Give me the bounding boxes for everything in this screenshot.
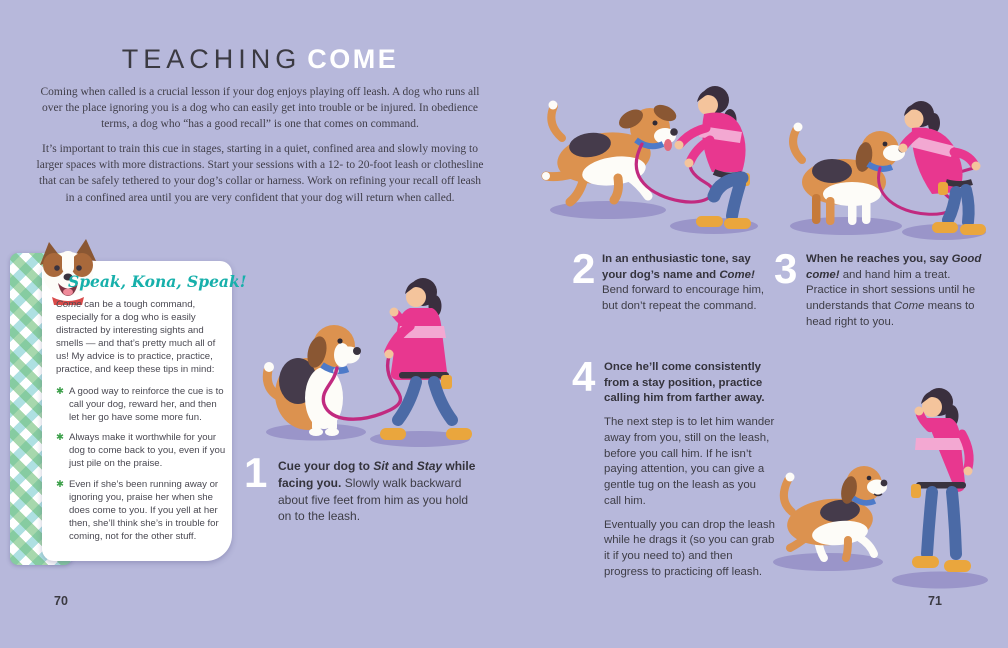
page-number-left: 70 — [54, 594, 68, 608]
step-4-paragraph-3: Eventually you can drop the leash while he drags it (so you can grab it if you need to) and then progress to practicing off leash. — [604, 518, 775, 578]
asterisk-bullet-icon: ✱ — [56, 385, 64, 397]
title-highlight: COME — [307, 44, 399, 74]
tip-box-body — [56, 299, 226, 552]
tip-bullet-3-text: Even if she’s been running away or ignoring you, praise her when she does come to you. If you yell at her then, she’ll think she’s in trouble for coming, not for the other stuff. — [68, 479, 219, 542]
trainer-standing — [380, 278, 472, 440]
tip-box-intro: Come can be a tough command, especially for a dog who is easily distracted by interesting sights and smells — and that’s pretty much all of us! My advice is to practice, practice, practice, and keep these tips in mind: — [56, 299, 216, 375]
beagle-running — [542, 101, 679, 203]
tip-bullet-1 — [56, 386, 226, 425]
step-2-text: In an enthusiastic tone, say your dog’s name and Come! Bend forward to encourage him, but don’t repeat the command. — [602, 253, 765, 313]
asterisk-bullet-icon: ✱ — [56, 432, 64, 444]
tip-bullet-2 — [56, 432, 226, 471]
illustration-step-4 — [756, 330, 1000, 595]
page-title — [40, 44, 480, 75]
step-2-number: 2 — [572, 245, 596, 292]
intro-paragraph-1: Coming when called is a crucial lesson if your dog enjoys playing off leash. A dog who runs all over the place ignoring you is a dog who can easily get into trouble or be injured. In obedience terms, a dog who “has a good recall” is one that comes on command. — [40, 86, 480, 131]
step-1-text: Cue your dog to Sit and Stay while facing you. Slowly walk backward about five feet from him as you hold on to the leash. — [278, 459, 476, 524]
step-4-text — [604, 360, 776, 589]
intro-paragraph-2: It’s important to train this cue in stages, starting in a quiet, confined area and slowly moving to larger spaces with more distractions. Start your sessions with a 12- to 20-foot leash or clothesline that can be safely tethered to your dog’s collar or harness. Work on refining your recall off leash in a confined area until you are very confident that your dog will return when called. — [36, 143, 484, 204]
illustration-step-3 — [768, 24, 992, 244]
title-regular: TEACHING — [121, 44, 302, 74]
page-number-right: 71 — [928, 594, 942, 608]
trainer-calling — [911, 388, 973, 572]
corgi-head-icon — [28, 237, 108, 305]
tip-bullet-list — [56, 386, 226, 544]
step-4-lead: Once he’ll come consistently from a stay position, practice calling him from farther away. — [604, 361, 765, 405]
beagle-standing — [793, 123, 906, 226]
beagle-trotting — [784, 466, 888, 558]
step-3-number: 3 — [774, 245, 798, 292]
tip-box-title: Speak, Kona, Speak! — [68, 272, 247, 291]
step-1-number: 1 — [244, 449, 268, 496]
step-4-paragraph-2: The next step is to let him wander away from you, still on the leash, before you call him. If he isn’t paying attention, you can give a gentle tug on the leash as you call him. — [604, 416, 775, 507]
step-4-number: 4 — [572, 353, 596, 400]
step-3-text: When he reaches you, say Good come! and hand him a treat. Practice in short sessions until he understands that Come means to head right to you. — [806, 253, 982, 328]
tip-bullet-3 — [56, 479, 226, 544]
illustration-step-1 — [242, 236, 482, 451]
tip-bullet-2-text: Always make it worthwhile for your dog to come back to you, even if you just pile on the praise. — [68, 432, 226, 470]
trainer-crouching — [675, 86, 752, 229]
intro-text — [36, 84, 484, 215]
illustration-step-2 — [516, 26, 764, 241]
asterisk-bullet-icon: ✱ — [56, 479, 64, 491]
tip-bullet-1-text: A good way to reinforce the cue is to call your dog, reward her, and then let her go have some more fun. — [68, 385, 224, 423]
